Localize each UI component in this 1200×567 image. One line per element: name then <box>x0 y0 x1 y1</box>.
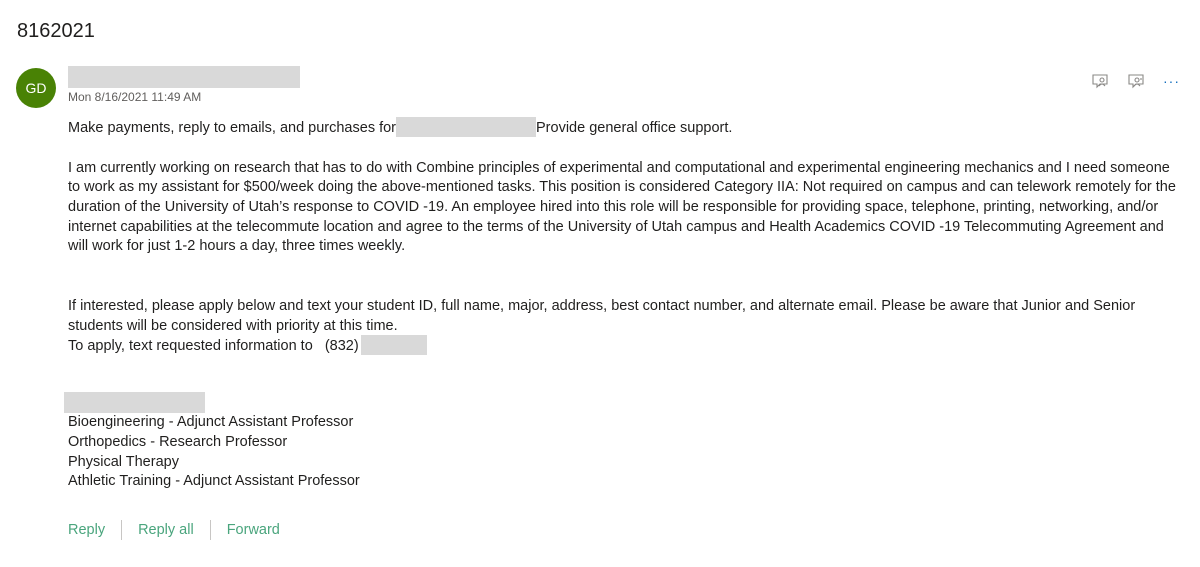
body-line-1 <box>68 118 1178 139</box>
email-body <box>68 118 1178 357</box>
signature-line: Physical Therapy <box>68 453 179 470</box>
reply-all-icon[interactable] <box>1127 72 1145 90</box>
divider <box>210 520 211 540</box>
body-paragraph-2: I am currently working on research that has to do with Combine principles of experimental and computational and experimental engineering mechanics and I need someone to work as my assistant for $500/week doing the above-mentioned tasks. This position is considered Category IIA: Not required on campus and can telework remotely for the duration of the University of Utah’s response to COVID -19. An employee hired into this role will be responsible for providing space, telephone, printing, networking, and/or internet capabilities at the telecommute location and agree to the terms of the University of Utah campus and Health Academics COVID -19 Telecommuting Agreement and will work for just 1-2 hours a day, three times weekly. <box>68 159 1176 255</box>
divider <box>121 520 122 540</box>
forward-button[interactable]: Forward <box>226 522 280 538</box>
reply-all-button[interactable]: Reply all <box>138 522 194 538</box>
redacted-name <box>396 117 536 137</box>
body-paragraph-3: If interested, please apply below and text your student ID, full name, major, address, best contact number, and alternate email. Please be aware that Junior and Senior students will be considered with priority at this time. <box>68 298 1136 334</box>
signature-block <box>68 413 360 492</box>
reply-footer <box>68 520 280 540</box>
apply-text: To apply, text requested information to (832) <box>68 338 359 355</box>
body-line-1-before: Make payments, reply to emails, and purchases for <box>68 119 397 136</box>
reply-button[interactable]: Reply <box>68 522 106 538</box>
email-subject: 8162021 <box>17 20 95 42</box>
reply-icon[interactable] <box>1091 72 1109 90</box>
sender-name-redacted <box>68 66 300 88</box>
body-line-1-after: Provide general office support. <box>536 119 733 136</box>
email-timestamp: Mon 8/16/2021 11:49 AM <box>68 90 202 104</box>
redacted-phone <box>361 335 427 355</box>
body-apply-line <box>68 336 1178 357</box>
signature-line: Orthopedics - Research Professor <box>68 433 288 450</box>
avatar[interactable]: GD <box>16 68 56 108</box>
message-actions <box>1091 72 1180 90</box>
signature-name-redacted <box>64 392 205 413</box>
signature-line: Athletic Training - Adjunct Assistant Professor <box>68 473 360 490</box>
more-options-icon[interactable]: ··· <box>1163 73 1180 89</box>
signature-line: Bioengineering - Adjunct Assistant Professor <box>68 414 354 430</box>
